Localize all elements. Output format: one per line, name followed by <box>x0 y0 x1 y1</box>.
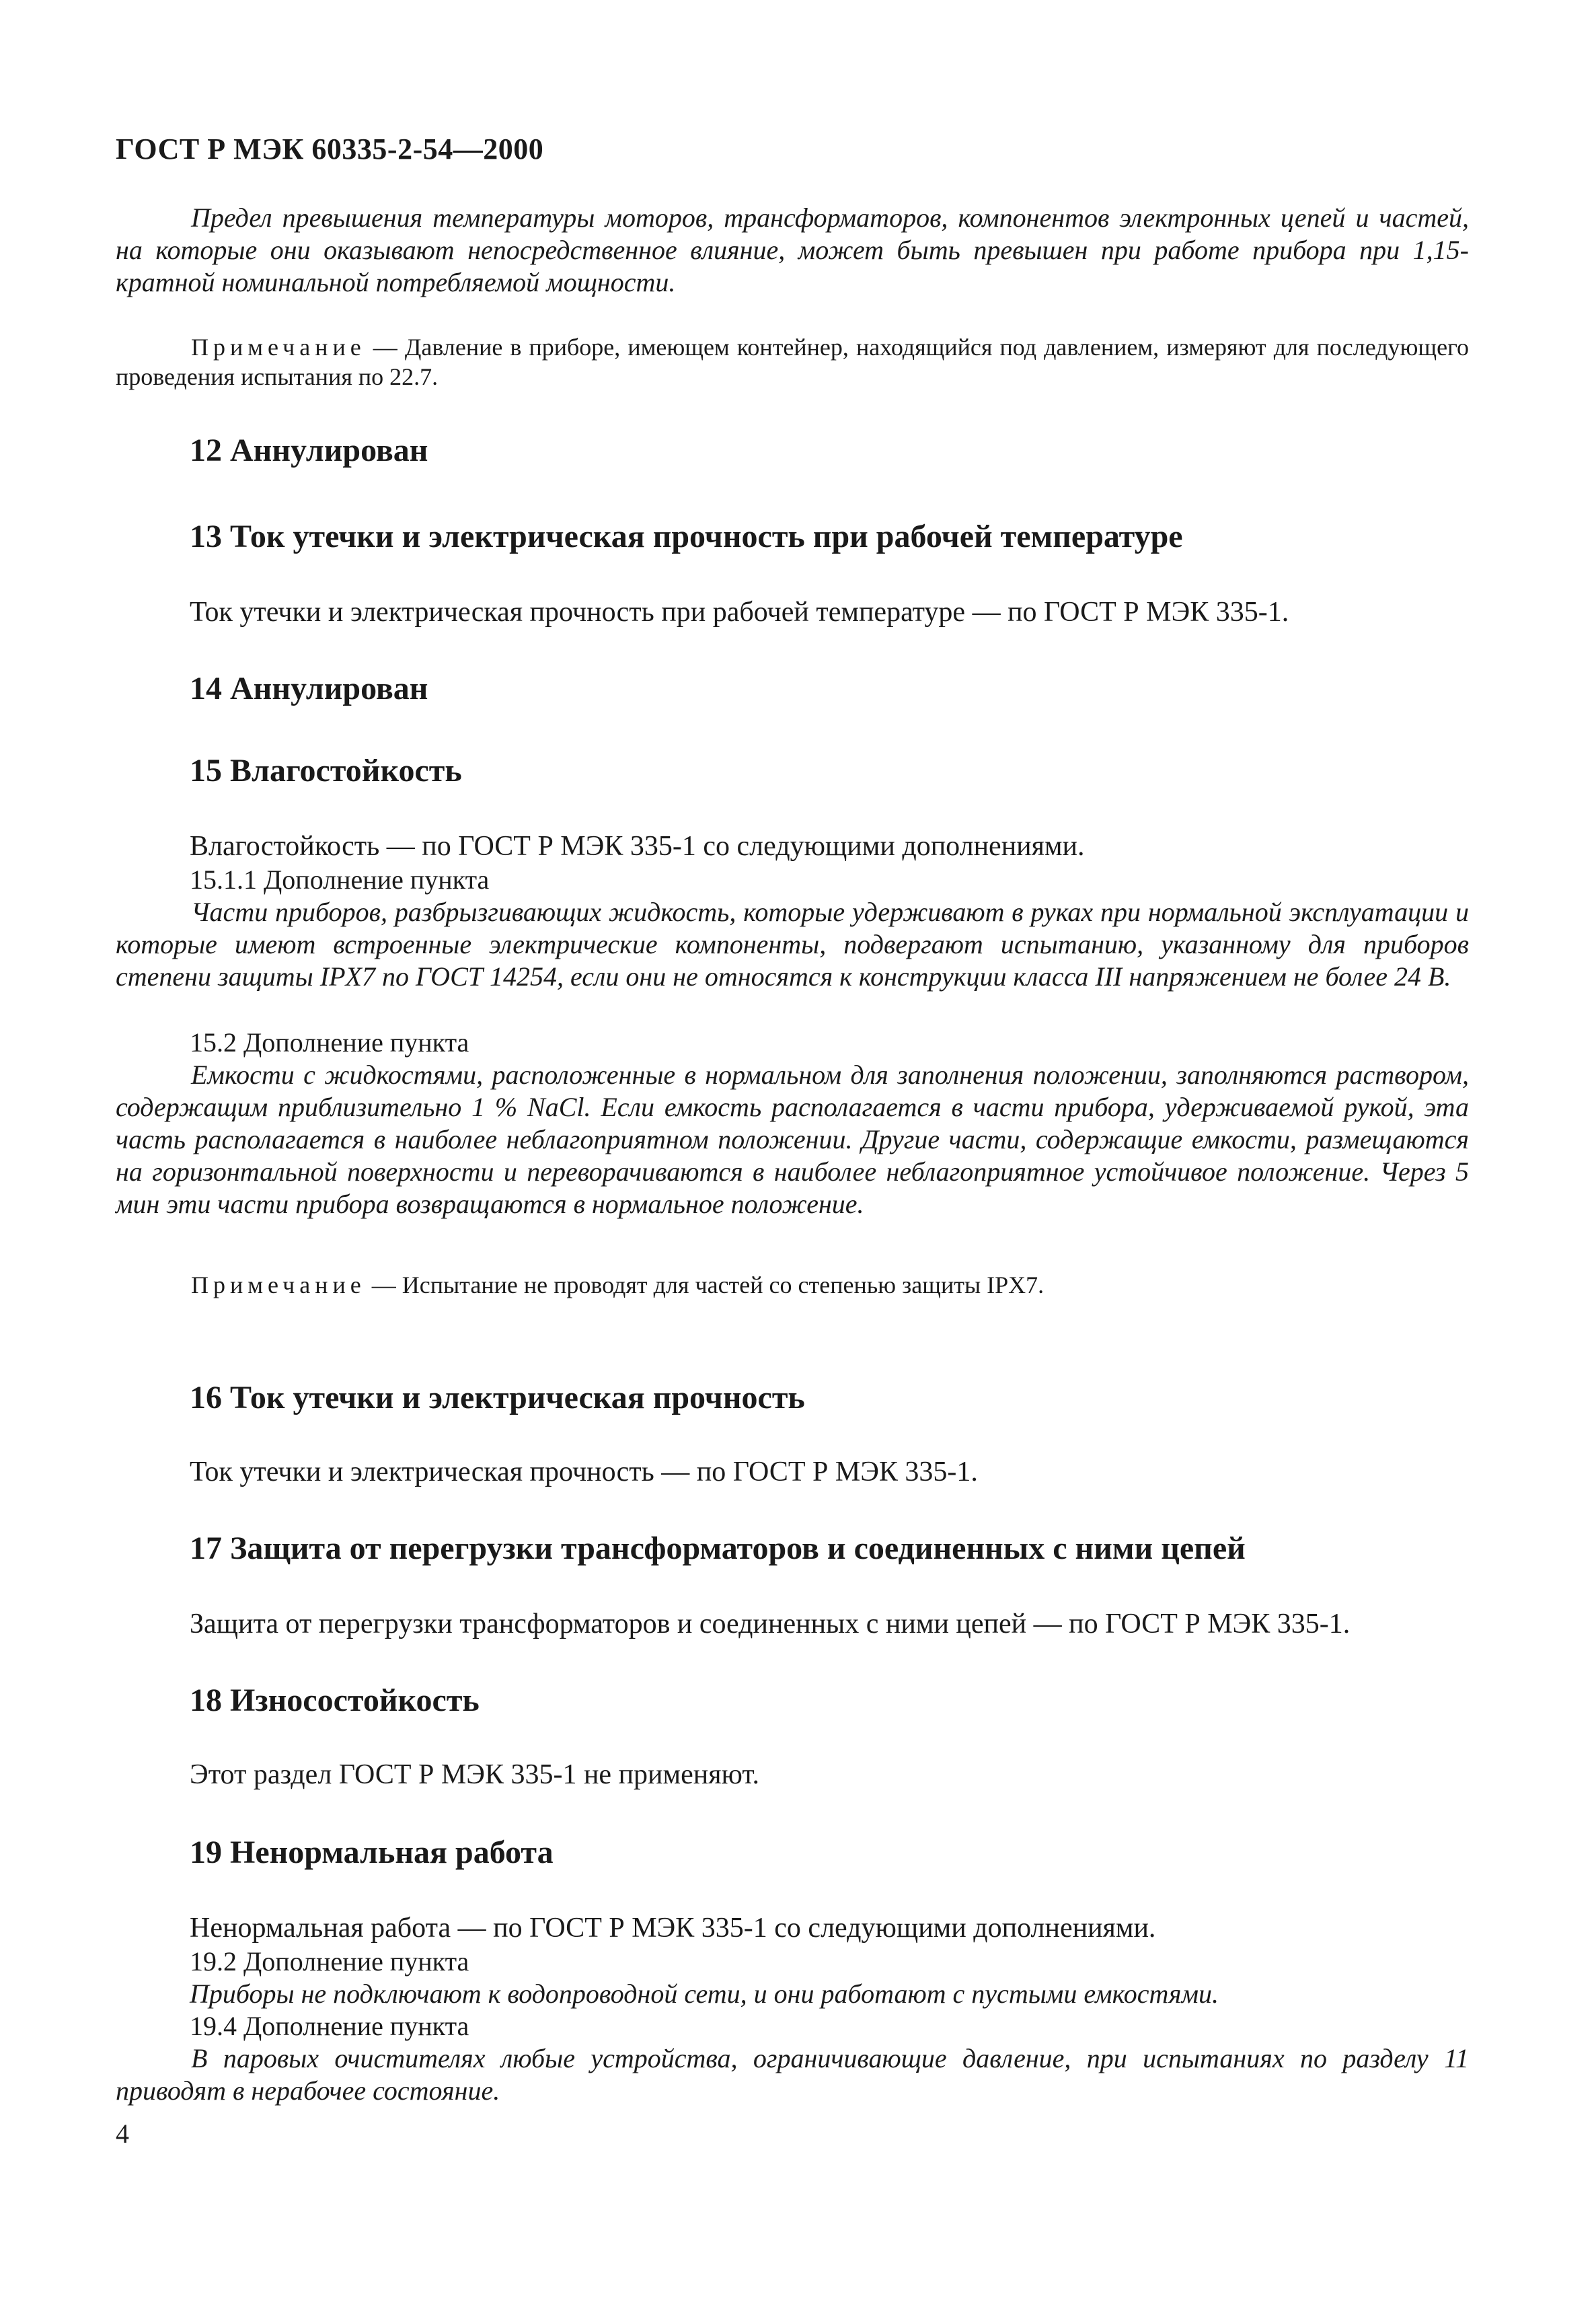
section-13-heading: 13 Ток утечки и электрическая прочность при рабочей температуре <box>190 519 1183 554</box>
section-15-note <box>116 1270 1469 1300</box>
section-15-2-text: Емкости с жидкостями, расположенные в нормальном для заполнения положении, заполняются раствором, содержащим приблизительно 1 % NaCl. Если емкость располагается в части прибора, удерживаемой рукой, эта часть располагается в наиболее неблагоприятном положении. Другие части, содержащие емкости, размещаются на горизонтальной поверхности и переворачиваются в наиболее неблагоприятное устойчивое положение. Через 5 мин эти части прибора возвращаются в нормальное положение. <box>116 1060 1469 1219</box>
section-19-2-label: 19.2 Дополнение пункта <box>190 1946 469 1977</box>
section-15-text: Влагостойкость — по ГОСТ Р МЭК 335-1 со следующими дополнениями. <box>190 831 1085 862</box>
section-18-text: Этот раздел ГОСТ Р МЭК 335-1 не применяют. <box>190 1759 760 1790</box>
section-12-heading: 12 Аннулирован <box>190 433 428 468</box>
section-16-text: Ток утечки и электрическая прочность — по ГОСТ Р МЭК 335-1. <box>190 1457 978 1487</box>
note-label: Примечание <box>191 1271 366 1298</box>
section-15-1-1-label: 15.1.1 Дополнение пункта <box>190 864 490 895</box>
section-18-heading: 18 Износостойкость <box>190 1683 480 1718</box>
section-15-2-label: 15.2 Дополнение пункта <box>190 1027 469 1058</box>
section-19-heading: 19 Ненормальная работа <box>190 1835 554 1870</box>
note-text: — Испытание не проводят для частей со степенью защиты IPX7. <box>365 1271 1044 1298</box>
section-19-4-text: В паровых очистителях любые устройства, ограничивающие давление, при испытаниях по разделу 11 приводят в нерабочее состояние. <box>116 2043 1469 2106</box>
running-head: ГОСТ Р МЭК 60335-2-54—2000 <box>116 133 544 165</box>
section-19-2-text: Приборы не подключают к водопроводной сети, и они работают с пустыми емкостями. <box>190 1979 1219 2009</box>
intro-paragraph: Предел превышения температуры моторов, трансформаторов, компонентов электронных цепей и частей, на которые они оказывают непосредственное влияние, может быть превышен при работе прибора при 1,15-кратной номинальной потребляемой мощности. <box>116 202 1469 297</box>
page-number: 4 <box>116 2118 129 2149</box>
section-15-heading: 15 Влагостойкость <box>190 753 462 788</box>
note-label: Примечание <box>191 334 366 361</box>
section-17-text: Защита от перегрузки трансформаторов и соединенных с ними цепей — по ГОСТ Р МЭК 335-1. <box>190 1609 1351 1639</box>
section-16-heading: 16 Ток утечки и электрическая прочность <box>190 1380 805 1415</box>
section-19-4-label: 19.4 Дополнение пункта <box>190 2011 469 2041</box>
intro-note <box>116 332 1469 392</box>
section-13-text: Ток утечки и электрическая прочность при рабочей температуре — по ГОСТ Р МЭК 335-1. <box>190 597 1289 628</box>
section-17-heading: 17 Защита от перегрузки трансформаторов и соединенных с ними цепей <box>190 1531 1246 1566</box>
note-text: — Давление в приборе, имеющем контейнер, находящийся под давлением, измеряют для последующего проведения испытания по 22.7. <box>116 334 1469 390</box>
section-19-text: Ненормальная работа — по ГОСТ Р МЭК 335-1 со следующими дополнениями. <box>190 1913 1156 1944</box>
section-14-heading: 14 Аннулирован <box>190 671 428 706</box>
section-15-1-1-text: Части приборов, разбрызгивающих жидкость, которые удерживают в руках при нормальной эксплуатации и которые имеют встроенные электрические компоненты, подвергают испытанию, указанному для приборов степени защиты IPX7 по ГОСТ 14254, если они не относятся к конструкции класса III напряжением не более 24 В. <box>116 897 1469 992</box>
